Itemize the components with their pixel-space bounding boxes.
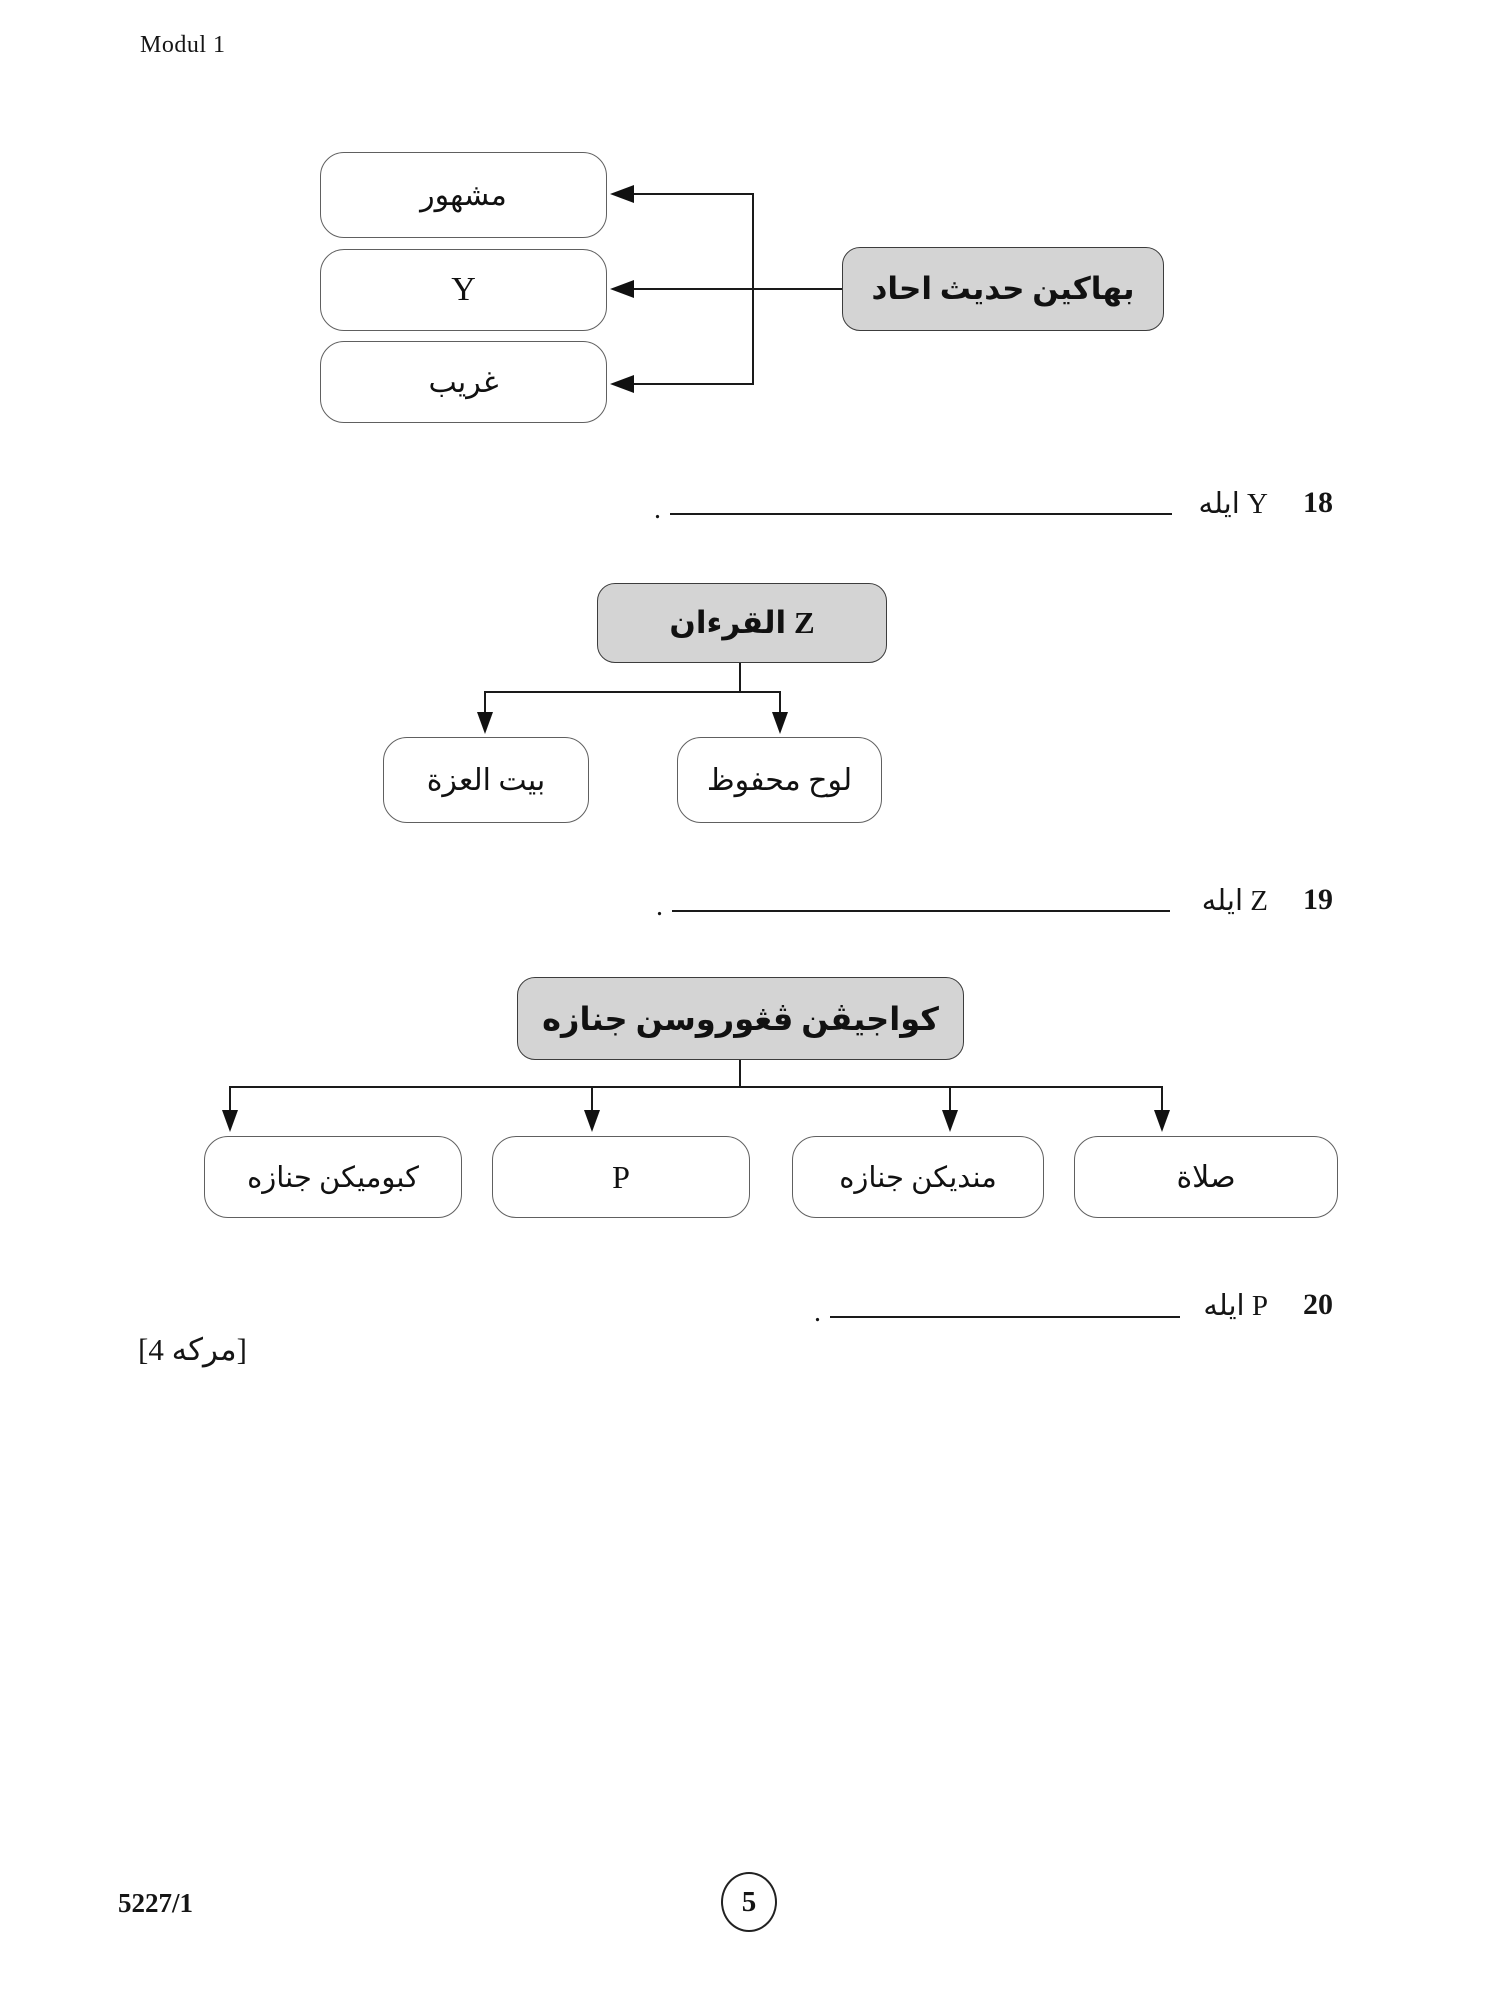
jenazah-child-box-kebumikan bbox=[204, 1136, 462, 1218]
connector-line bbox=[229, 1086, 1163, 1088]
question-20-period: . bbox=[814, 1297, 821, 1328]
jenazah-child-label: P bbox=[612, 1158, 630, 1195]
hadith-target-label: غريب bbox=[428, 365, 499, 399]
question-19-number: 19 bbox=[1303, 883, 1333, 916]
question-18-answer-blank bbox=[670, 513, 1172, 515]
connector-line bbox=[949, 1086, 951, 1112]
hadith-source-box bbox=[842, 247, 1164, 331]
page-number-circle bbox=[721, 1872, 777, 1932]
question-20-prompt: P ايله bbox=[1203, 1290, 1268, 1322]
jenazah-child-box-p bbox=[492, 1136, 750, 1218]
hadith-target-box-gharib bbox=[320, 341, 607, 423]
quran-child-label: لوح محفوظ bbox=[706, 763, 853, 797]
arrow-left-icon bbox=[610, 375, 634, 393]
quran-header-label: Z القرءان bbox=[669, 605, 815, 640]
connector-line bbox=[634, 288, 842, 290]
jenazah-child-label: كبوميكن جنازه bbox=[247, 1161, 419, 1194]
connector-line bbox=[229, 1086, 231, 1112]
arrow-down-icon bbox=[942, 1110, 958, 1132]
marks-note: [4 مركه] bbox=[138, 1332, 247, 1367]
question-18-period: . bbox=[654, 494, 661, 525]
connector-line bbox=[591, 1086, 593, 1112]
hadith-target-label: مشهور bbox=[420, 178, 507, 212]
arrow-down-icon bbox=[772, 712, 788, 734]
connector-line bbox=[739, 1060, 741, 1088]
arrow-left-icon bbox=[610, 280, 634, 298]
connector-line bbox=[634, 193, 754, 195]
hadith-target-box-y bbox=[320, 249, 607, 331]
connector-line bbox=[739, 663, 741, 693]
question-19-period: . bbox=[656, 891, 663, 922]
jenazah-child-label: صلاة bbox=[1176, 1160, 1236, 1194]
question-20-number: 20 bbox=[1303, 1288, 1333, 1321]
arrow-left-icon bbox=[610, 185, 634, 203]
paper-code: 5227/1 bbox=[118, 1888, 194, 1918]
jenazah-child-label: منديكن جنازه bbox=[839, 1161, 997, 1194]
question-19-answer-blank bbox=[672, 910, 1170, 912]
connector-line bbox=[484, 691, 781, 693]
page-number: 5 bbox=[741, 1885, 757, 1918]
hadith-target-box-mashhur bbox=[320, 152, 607, 238]
quran-child-label: بيت العزة bbox=[426, 763, 546, 797]
connector-line bbox=[1161, 1086, 1163, 1112]
quran-header-box bbox=[597, 583, 887, 663]
question-18-prompt: Y ايله bbox=[1198, 488, 1268, 520]
question-19-prompt: Z ايله bbox=[1201, 885, 1268, 917]
arrow-down-icon bbox=[1154, 1110, 1170, 1132]
connector-line bbox=[634, 383, 754, 385]
module-label: Modul 1 bbox=[140, 32, 226, 58]
question-20-answer-blank bbox=[830, 1316, 1180, 1318]
jenazah-child-box-mandikan bbox=[792, 1136, 1044, 1218]
arrow-down-icon bbox=[584, 1110, 600, 1132]
jenazah-child-box-solat bbox=[1074, 1136, 1338, 1218]
arrow-down-icon bbox=[222, 1110, 238, 1132]
hadith-target-label: Y bbox=[451, 271, 476, 308]
jenazah-header-label: كواجيڤن ڤڠوروسن جنازه bbox=[542, 1000, 939, 1037]
quran-child-box-luh-mahfuz bbox=[677, 737, 882, 823]
jenazah-header-box bbox=[517, 977, 964, 1060]
question-18-number: 18 bbox=[1303, 486, 1333, 519]
arrow-down-icon bbox=[477, 712, 493, 734]
quran-child-box-baitul-izzah bbox=[383, 737, 589, 823]
hadith-source-label: بهاكين حديث احاد bbox=[871, 271, 1135, 306]
